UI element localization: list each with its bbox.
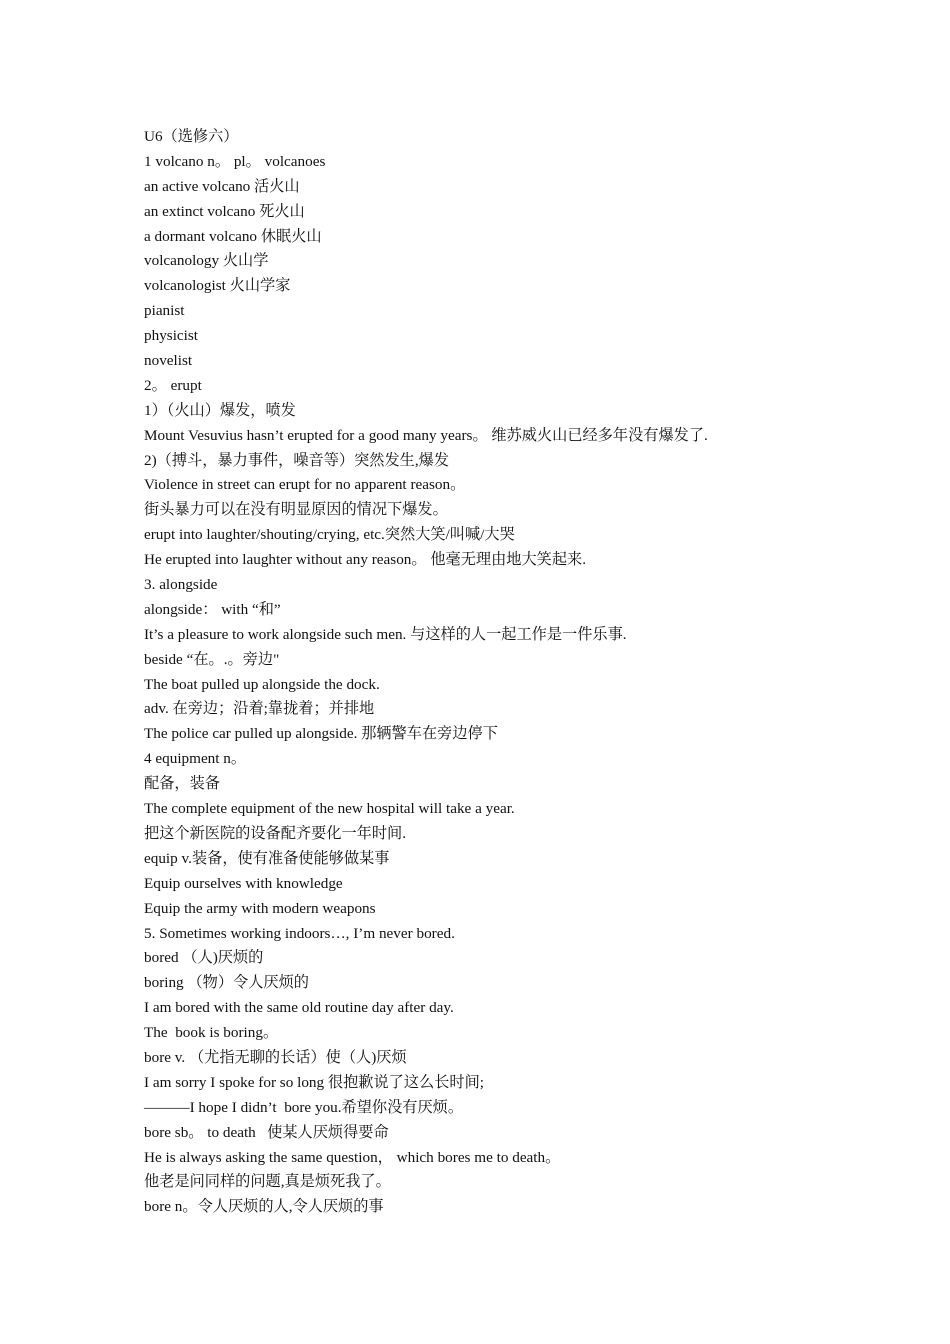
- text-line: beside “在。.。旁边": [144, 650, 280, 668]
- text-line: an extinct volcano 死火山: [144, 202, 305, 220]
- document-page: [144, 125, 864, 1220]
- text-line: 1 volcano n。 pl。 volcanoes: [144, 152, 326, 170]
- text-line: bore v. （尤指无聊的长话）使（人)厌烦: [144, 1048, 407, 1066]
- text-line: bore n。令人厌烦的人,令人厌烦的事: [144, 1198, 384, 1216]
- text-line: alongside： with “和”: [144, 600, 281, 618]
- text-line: physicist: [144, 327, 199, 345]
- text-line: pianist: [144, 302, 185, 320]
- text-line: 街头暴力可以在没有明显原因的情况下爆发。: [144, 501, 448, 519]
- text-line: Equip the army with modern weapons: [144, 899, 376, 917]
- text-line: 4 equipment n。: [144, 750, 247, 768]
- text-line: 5. Sometimes working indoors…, I’m never bored.: [144, 924, 455, 942]
- text-line: The boat pulled up alongside the dock.: [144, 675, 380, 693]
- text-line: He erupted into laughter without any reason。 他毫无理由地大笑起来.: [144, 551, 587, 569]
- text-line: It’s a pleasure to work alongside such men. 与这样的人一起工作是一件乐事.: [144, 625, 627, 643]
- text-line: 他老是问同样的问题,真是烦死我了。: [144, 1173, 391, 1191]
- text-line: The complete equipment of the new hospital will take a year.: [144, 800, 515, 818]
- text-line: 1）（火山）爆发，喷发: [144, 401, 296, 419]
- text-line: erupt into laughter/shouting/crying, etc.突然大笑/叫喊/大哭: [144, 526, 515, 544]
- text-line: The police car pulled up alongside. 那辆警车在旁边停下: [144, 725, 498, 743]
- text-line: The book is boring。: [144, 1024, 279, 1042]
- text-line: 配备，装备: [144, 775, 220, 793]
- text-line: novelist: [144, 352, 193, 370]
- text-line: 把这个新医院的设备配齐要化一年时间.: [144, 824, 406, 842]
- text-line: Violence in street can erupt for no apparent reason。: [144, 476, 466, 494]
- text-line: 2。 erupt: [144, 376, 202, 394]
- text-line: boring （物）令人厌烦的: [144, 974, 309, 992]
- text-line: equip v.装备，使有准备使能够做某事: [144, 849, 390, 867]
- text-line: volcanology 火山学: [144, 252, 269, 270]
- text-line: 2)（搏斗，暴力事件，噪音等）突然发生,爆发: [144, 451, 450, 469]
- text-line: adv. 在旁边；沿着;靠拢着；并排地: [144, 700, 375, 718]
- text-line: Equip ourselves with knowledge: [144, 874, 343, 892]
- text-line: Mount Vesuvius hasn’t erupted for a good many years。 维苏威火山已经多年没有爆发了.: [144, 426, 708, 444]
- text-line: a dormant volcano 休眠火山: [144, 227, 322, 245]
- text-line: He is always asking the same question， which bores me to death。: [144, 1148, 561, 1166]
- text-line: bored （人)厌烦的: [144, 949, 264, 967]
- text-line: ———I hope I didn’t bore you.希望你没有厌烦。: [144, 1098, 464, 1116]
- text-line: I am sorry I spoke for so long 很抱歉说了这么长时间;: [144, 1073, 484, 1091]
- text-line: volcanologist 火山学家: [144, 277, 291, 295]
- unit-heading: U6（选修六）: [144, 128, 239, 145]
- text-line: I am bored with the same old routine day after day.: [144, 999, 454, 1017]
- text-line: an active volcano 活火山: [144, 177, 300, 195]
- text-line: bore sb。 to death 使某人厌烦得要命: [144, 1123, 389, 1141]
- text-line: 3. alongside: [144, 576, 218, 594]
